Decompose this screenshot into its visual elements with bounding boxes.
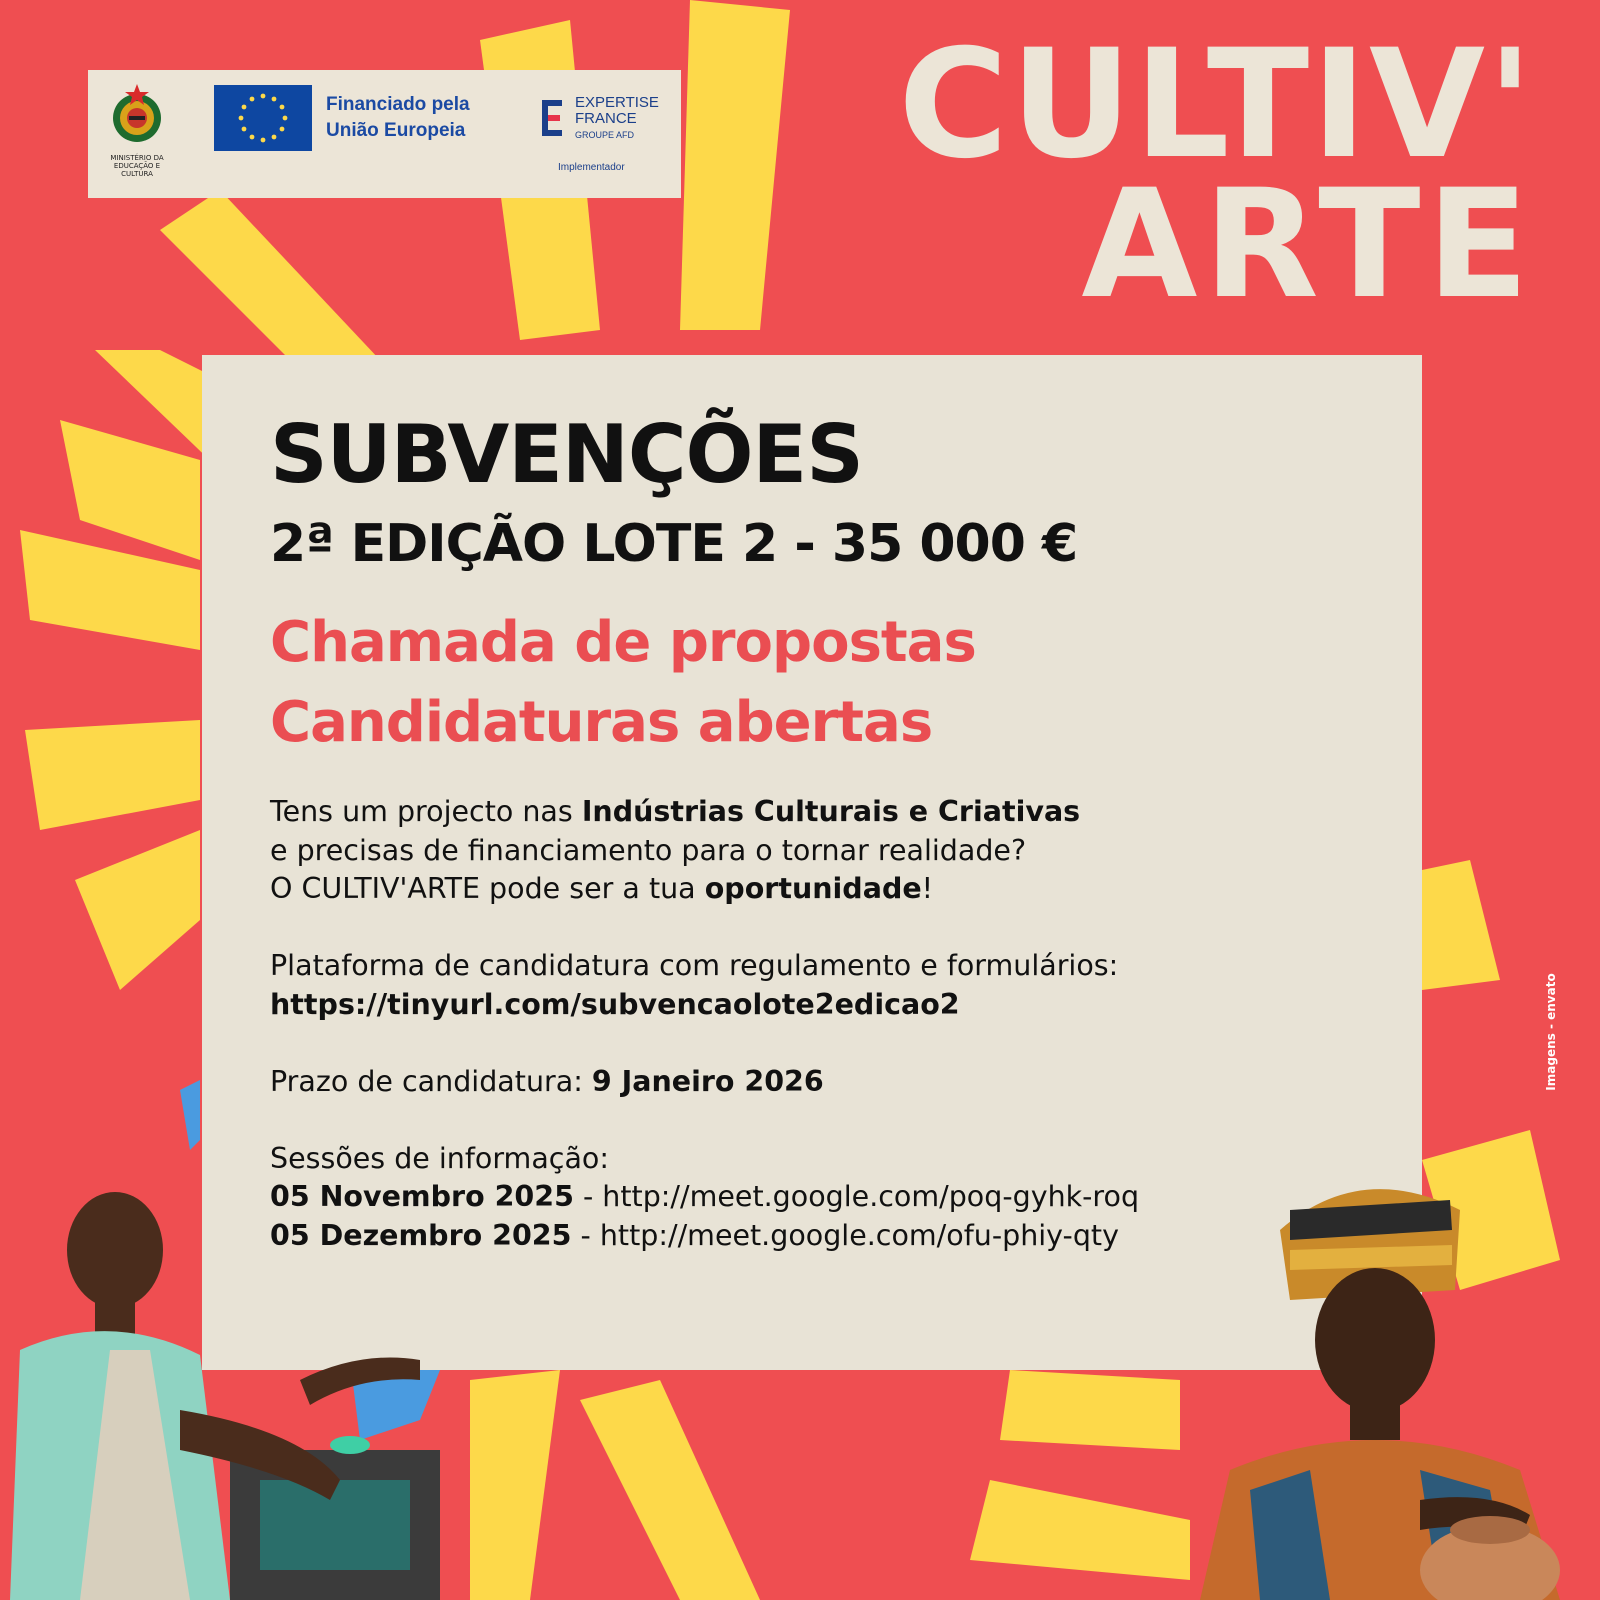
deadline-line (270, 1063, 1390, 1102)
implementer-label: Implementador (558, 162, 625, 173)
eu-text-line2: União Europeia (326, 120, 466, 141)
session-2-date: 05 Dezembro 2025 (270, 1218, 572, 1252)
intro-opportunity: oportunidade (704, 872, 922, 905)
wordmark-line2: ARTE (1081, 158, 1535, 332)
cultivarte-wordmark (800, 18, 1535, 332)
session-1-link[interactable]: - http://meet.google.com/poq-gyhk-roq (573, 1180, 1140, 1213)
intro-line1 (270, 793, 1390, 832)
session-1-date: 05 Novembro 2025 (270, 1180, 574, 1213)
potter-woman-illustration (1190, 1170, 1600, 1600)
wordmark-line1: CULTIV' (898, 18, 1535, 192)
artisan-man-photo (0, 1180, 440, 1600)
eu-funding-text (326, 92, 470, 144)
expertise-france-logo-icon (540, 98, 564, 138)
eu-text-line1: Financiado pela (326, 94, 470, 115)
page-title: SUBVENÇÕES (270, 408, 863, 501)
session-2-link[interactable]: - http://meet.google.com/ofu-phiy-qty (571, 1218, 1119, 1252)
expertise-france-text (575, 95, 659, 141)
intro-text-d: O CULTIV'ARTE pode ser a tua (270, 872, 705, 905)
call-line1: Chamada de propostas (270, 610, 976, 675)
info-card-content (270, 405, 1390, 1255)
deadline-label: Prazo de candidatura: (270, 1064, 592, 1098)
partner-logos-bar (88, 70, 681, 198)
intro-highlight: Indústrias Culturais e Criativas (581, 795, 1081, 828)
ministry-emblem-icon (109, 82, 165, 152)
platform-label: Plataforma de candidatura com regulamento e formulários: (270, 949, 1119, 982)
platform-url-link[interactable]: https://tinyurl.com/subvencaolote2edicao2 (270, 987, 960, 1021)
intro-text-a: Tens um projecto nas (270, 795, 582, 828)
image-credit-text: Imagens - envato (1544, 973, 1558, 1091)
platform-line (270, 986, 1390, 1025)
call-heading (270, 603, 1390, 763)
deadline-date: 9 Janeiro 2026 (591, 1064, 824, 1098)
eu-flag-icon (214, 85, 312, 151)
image-credit (1536, 960, 1566, 1120)
edition-subtitle: 2ª EDIÇÃO LOTE 2 - 35 000 € (270, 514, 1078, 574)
ef-line3: GROUPE AFD (575, 130, 635, 140)
potter-woman-photo (1190, 1170, 1600, 1600)
intro-line3 (270, 870, 1390, 909)
artisan-man-illustration (0, 1180, 440, 1600)
intro-line2: e precisas de financiamento para o tornar realidade? (270, 833, 1027, 867)
ministry-label: MINISTÉRIO DA EDUCAÇÃO E CULTURA (110, 154, 164, 178)
intro-exclamation: ! (921, 872, 934, 905)
call-line2: Candidaturas abertas (270, 690, 933, 755)
ef-line2: FRANCE (575, 110, 637, 127)
ef-line1: EXPERTISE (575, 94, 659, 111)
sessions-label: Sessões de informação: (270, 1141, 609, 1175)
ministry-logo (102, 82, 172, 178)
